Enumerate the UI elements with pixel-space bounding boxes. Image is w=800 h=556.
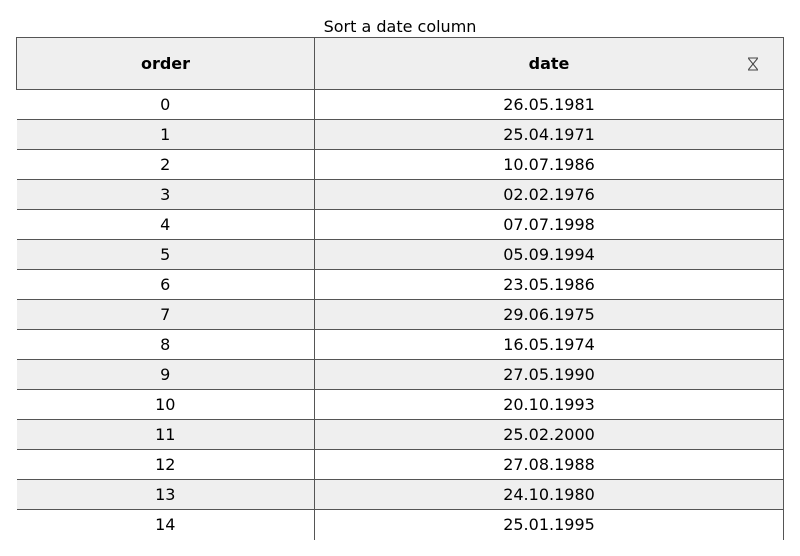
date-table <box>16 37 784 540</box>
table-row <box>17 90 784 120</box>
cell-date: 02.02.1976 <box>315 180 784 210</box>
table-caption: Sort a date column <box>323 17 477 36</box>
table-row <box>17 150 784 180</box>
table-row <box>17 510 784 540</box>
cell-order: 5 <box>17 240 315 270</box>
cell-date: 24.10.1980 <box>315 480 784 510</box>
cell-order: 9 <box>17 360 315 390</box>
table-row <box>17 480 784 510</box>
table-row <box>17 450 784 480</box>
cell-date: 25.02.2000 <box>315 420 784 450</box>
table-row <box>17 300 784 330</box>
cell-order: 4 <box>17 210 315 240</box>
cell-date: 27.08.1988 <box>315 450 784 480</box>
cell-date: 20.10.1993 <box>315 390 784 420</box>
cell-order: 10 <box>17 390 315 420</box>
column-header-date-label: date <box>528 54 570 73</box>
table-row <box>17 390 784 420</box>
cell-date: 05.09.1994 <box>315 240 784 270</box>
cell-order: 0 <box>17 90 315 120</box>
cell-date: 29.06.1975 <box>315 300 784 330</box>
cell-date: 25.04.1971 <box>315 120 784 150</box>
cell-order: 7 <box>17 300 315 330</box>
table-row <box>17 240 784 270</box>
header-row <box>17 38 784 90</box>
cell-order: 12 <box>17 450 315 480</box>
cell-date: 10.07.1986 <box>315 150 784 180</box>
sort-toggle-icon[interactable] <box>747 57 759 71</box>
table-row <box>17 180 784 210</box>
table-row <box>17 360 784 390</box>
table-row <box>17 120 784 150</box>
cell-order: 8 <box>17 330 315 360</box>
cell-order: 1 <box>17 120 315 150</box>
table-body <box>17 90 784 540</box>
cell-order: 3 <box>17 180 315 210</box>
cell-date: 23.05.1986 <box>315 270 784 300</box>
table-row <box>17 210 784 240</box>
cell-order: 11 <box>17 420 315 450</box>
cell-order: 2 <box>17 150 315 180</box>
cell-date: 25.01.1995 <box>315 510 784 540</box>
cell-date: 26.05.1981 <box>315 90 784 120</box>
cell-date: 27.05.1990 <box>315 360 784 390</box>
cell-order: 6 <box>17 270 315 300</box>
cell-order: 13 <box>17 480 315 510</box>
cell-date: 16.05.1974 <box>315 330 784 360</box>
table-row <box>17 420 784 450</box>
table-row <box>17 270 784 300</box>
cell-date: 07.07.1998 <box>315 210 784 240</box>
cell-order: 14 <box>17 510 315 540</box>
table-row <box>17 330 784 360</box>
column-header-order[interactable]: order <box>17 38 315 90</box>
column-header-date[interactable] <box>315 38 784 90</box>
